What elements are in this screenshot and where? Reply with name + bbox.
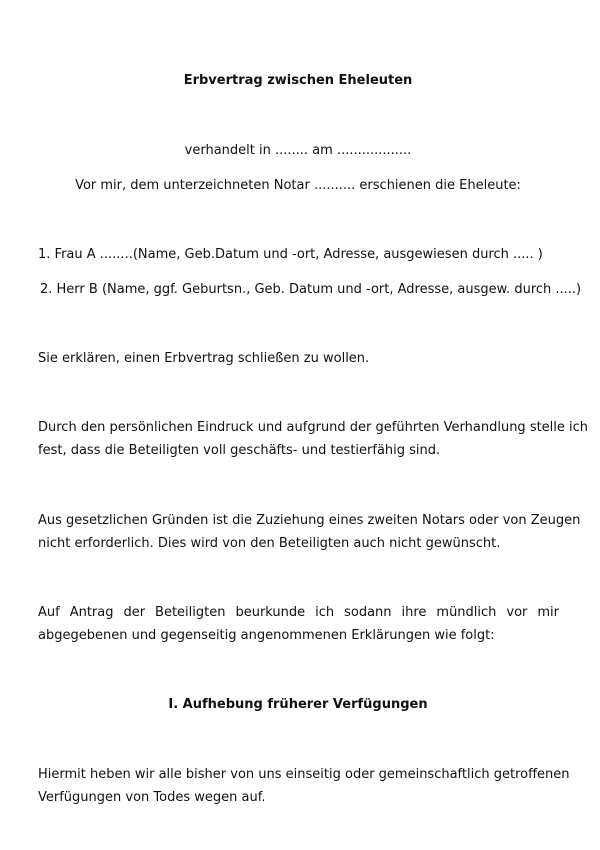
witness-line-2: nicht erforderlich. Dies wird von den Beteiligten auch nicht gewünscht.: [38, 536, 501, 551]
request-line-1: Auf Antrag der Beteiligten beurkunde ich sodann ihre mündlich vor mir: [38, 605, 559, 620]
witness-paragraph: [38, 509, 581, 555]
document-title: Erbvertrag zwischen Eheleuten: [183, 73, 413, 88]
party-1: 1. Frau A ........(Name, Geb.Datum und -ort, Adresse, ausgewiesen durch ..... ): [38, 247, 543, 262]
capacity-line-1: Durch den persönlichen Eindruck und aufgrund der geführten Verhandlung stelle ich: [38, 420, 589, 435]
declaration-text: Sie erklären, einen Erbvertrag schließen zu wollen.: [38, 351, 370, 366]
place-date-line: verhandelt in ........ am ..................: [184, 143, 412, 158]
request-paragraph: [38, 601, 559, 647]
capacity-line-2: fest, dass die Beteiligten voll geschäfts- und testierfähig sind.: [38, 443, 441, 458]
notary-line: Vor mir, dem unterzeichneten Notar .......... erschienen die Eheleute:: [75, 178, 521, 193]
revocation-line-2: Verfügungen von Todes wegen auf.: [38, 790, 266, 805]
party-2: 2. Herr B (Name, ggf. Geburtsn., Geb. Datum und -ort, Adresse, ausgew. durch .....): [40, 282, 582, 297]
witness-line-1: Aus gesetzlichen Gründen ist die Zuziehung eines zweiten Notars oder von Zeugen: [38, 513, 581, 528]
request-line-2: abgegebenen und gegenseitig angenommenen Erklärungen wie folgt:: [38, 628, 495, 643]
revocation-paragraph: [38, 763, 570, 809]
revocation-line-1: Hiermit heben wir alle bisher von uns einseitig oder gemeinschaftlich getroffenen: [38, 767, 570, 782]
section-1-heading: I. Aufhebung früherer Verfügungen: [168, 697, 428, 712]
capacity-paragraph: [38, 416, 589, 462]
